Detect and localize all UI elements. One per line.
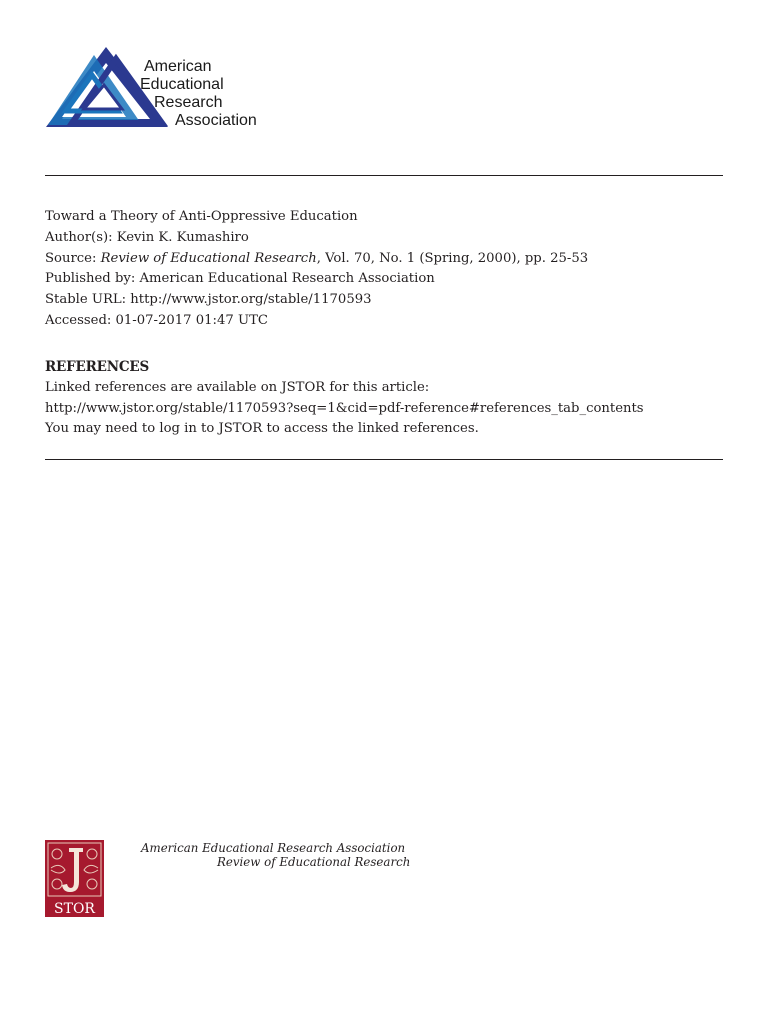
source-details: , Vol. 70, No. 1 (Spring, 2000), pp. 25-53 — [316, 250, 589, 266]
article-stable-url-line — [45, 290, 588, 311]
footer-journal: Review of Educational Research — [217, 855, 411, 869]
article-publisher-line — [45, 269, 588, 290]
article-title: Toward a Theory of Anti-Oppressive Education — [45, 209, 358, 224]
stable-url-label: Stable URL: — [45, 292, 131, 308]
accessed-date: 01-07-2017 01:47 UTC — [115, 312, 268, 328]
logo-line: Research — [154, 94, 223, 111]
source-journal: Review of Educational Research — [100, 250, 317, 266]
references-heading: REFERENCES — [45, 359, 150, 375]
logo-line: American — [144, 58, 212, 75]
bottom-divider — [45, 459, 723, 460]
footer-publisher: American Educational Research Association — [141, 841, 406, 855]
author-name: Kevin K. Kumashiro — [116, 229, 249, 245]
article-source-line — [45, 249, 588, 270]
references-login-note: You may need to log in to JSTOR to access the linked references. — [45, 421, 479, 437]
article-accessed-line — [45, 311, 588, 332]
accessed-label: Accessed: — [45, 312, 116, 328]
references-url-link[interactable]: http://www.jstor.org/stable/1170593?seq=1&cid=pdf-reference#references_tab_contents — [45, 400, 644, 416]
publisher-label: Published by: — [45, 271, 140, 287]
jstor-logo-text: STOR — [54, 901, 95, 917]
source-label: Source: — [45, 250, 101, 266]
author-label: Author(s): — [45, 229, 117, 245]
jstor-emblem-icon — [45, 840, 104, 917]
article-metadata — [45, 207, 588, 332]
jstor-logo — [45, 840, 104, 917]
top-divider — [45, 175, 723, 176]
aera-logo-text — [140, 58, 257, 130]
references-note: Linked references are available on JSTOR for this article: — [45, 379, 430, 395]
aera-logo — [44, 45, 264, 135]
stable-url-link[interactable]: http://www.jstor.org/stable/1170593 — [130, 292, 372, 308]
references-section — [45, 357, 644, 440]
publisher-name: American Educational Research Association — [139, 271, 435, 287]
logo-line: Association — [175, 112, 257, 129]
logo-line: Educational — [140, 76, 224, 93]
article-author-line — [45, 228, 588, 249]
